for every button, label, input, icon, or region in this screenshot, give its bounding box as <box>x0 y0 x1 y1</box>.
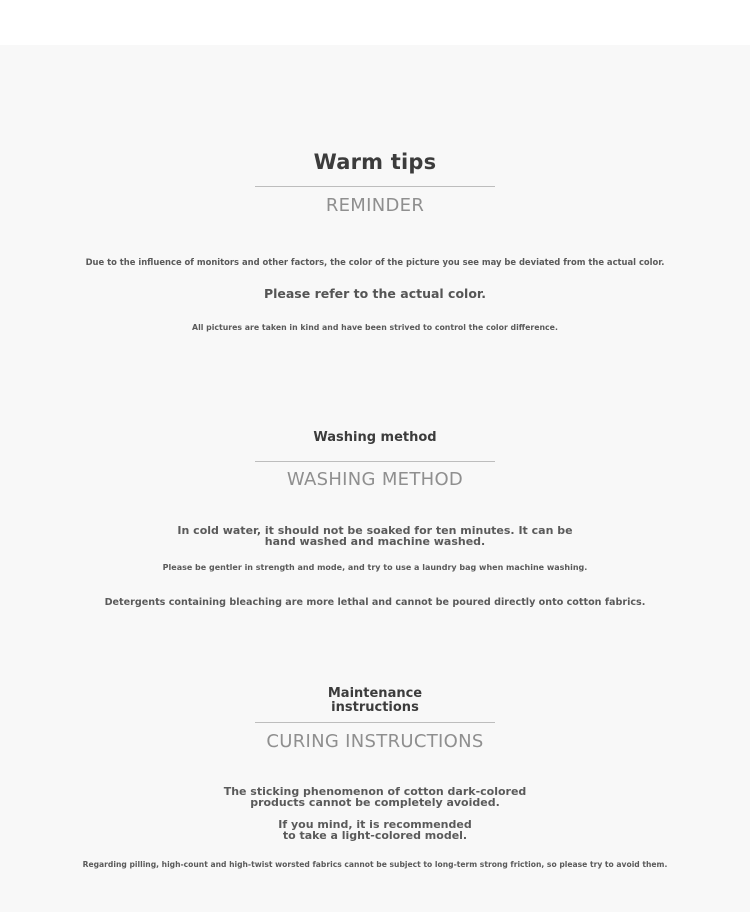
reminder-actual-color-note: Please refer to the actual color. <box>263 286 487 301</box>
washing-title: Washing method <box>313 430 437 445</box>
washing-laundry-bag-note: Please be gentler in strength and mode, and try to use a laundry bag when machine washing. <box>162 563 588 572</box>
reminder-photo-note: All pictures are taken in kind and have been strived to control the color difference. <box>192 323 558 332</box>
washing-subtitle: WASHING METHOD <box>286 469 464 490</box>
reminder-title: Warm tips <box>313 150 437 174</box>
maintenance-dark-color-note: The sticking phenomenon of cotton dark-colored products cannot be completely avoided. <box>223 785 527 809</box>
maintenance-light-model-note: If you mind, it is recommended to take a light-colored model. <box>278 818 472 842</box>
maintenance-pilling-note: Regarding pilling, high-count and high-twist worsted fabrics cannot be subject to long-term strong friction, so please try to avoid them. <box>82 860 668 869</box>
reminder-subtitle: REMINDER <box>325 195 425 216</box>
maintenance-subtitle: CURING INSTRUCTIONS <box>266 731 484 752</box>
maintenance-title: Maintenance instructions <box>327 686 423 715</box>
maintenance-divider <box>255 722 495 723</box>
reminder-divider <box>255 186 495 187</box>
washing-divider <box>255 461 495 462</box>
reminder-monitor-note: Due to the influence of monitors and other factors, the color of the picture you see may be deviated from the actual color. <box>85 257 665 267</box>
washing-cold-water-note: In cold water, it should not be soaked for ten minutes. It can be hand washed and machine washed. <box>177 524 573 548</box>
washing-bleach-note: Detergents containing bleaching are more lethal and cannot be poured directly onto cotton fabrics. <box>104 597 646 608</box>
